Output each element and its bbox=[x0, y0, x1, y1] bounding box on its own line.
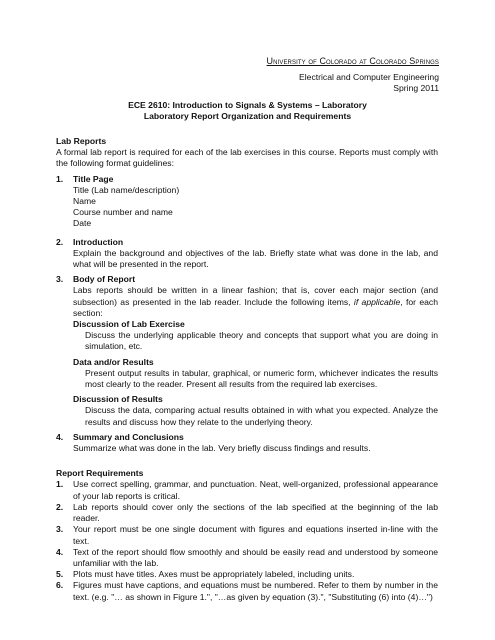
subsection-data-results bbox=[73, 357, 438, 391]
list-number: 4. bbox=[56, 431, 64, 442]
item-title: Summary and Conclusions bbox=[73, 431, 184, 442]
requirement-text: Lab reports should cover only the sections of the lab specified at the beginning of the lab reader. bbox=[73, 501, 438, 524]
term: Spring 2011 bbox=[393, 83, 439, 93]
document-title: ECE 2610: Introduction to Signals & Systems – Laboratory bbox=[128, 100, 367, 110]
requirement-text: Figures must have captions, and equations must be numbered. Refer to them by number in the text. (e.g. "… as shown in Figure 1.", "…as given by equation (3).", "Substituting (6) into (4)…") bbox=[73, 580, 438, 602]
list-item-title-page bbox=[56, 174, 438, 230]
item-title: Title Page bbox=[73, 173, 114, 184]
emphasis-text: if applicable bbox=[353, 296, 401, 307]
title-page-line: Name bbox=[73, 196, 96, 207]
format-guidelines-list bbox=[56, 174, 438, 455]
list-number: 3. bbox=[56, 524, 64, 535]
list-number: 2. bbox=[56, 501, 64, 512]
item-text: Labs reports should be written in a linear fashion; that is, cover each major section (and subsection) as presented in the lab reader. Include the following items, if applicable, for each section: bbox=[73, 285, 438, 318]
requirement-text: Your report must be one single document with figures and equations inserted in-line with the text. bbox=[73, 524, 438, 546]
list-number: 2. bbox=[56, 236, 64, 247]
requirement-text: Plots must have titles. Axes must be appropriately labeled, including units. bbox=[73, 569, 355, 580]
title-page-line: Title (Lab name/description) bbox=[73, 184, 180, 195]
requirement-item bbox=[56, 502, 438, 524]
list-item-summary bbox=[56, 432, 438, 454]
item-title: Introduction bbox=[73, 236, 124, 247]
department-name: Electrical and Computer Engineering bbox=[299, 72, 439, 82]
requirements-list bbox=[56, 479, 438, 602]
requirement-item bbox=[56, 547, 438, 569]
subsection-title: Discussion of Lab Exercise bbox=[73, 319, 185, 330]
subsection-text: Discuss the data, comparing actual results obtained in with what you expected. Analyze the results and discuss how they relate to the underlying theory. bbox=[85, 405, 438, 427]
title-page-line: Course number and name bbox=[73, 207, 173, 218]
list-number: 1. bbox=[56, 479, 64, 490]
requirement-text: Use correct spelling, grammar, and punctuation. Neat, well-organized, professional appearance of your lab reports is critical. bbox=[73, 479, 438, 501]
requirement-item bbox=[56, 569, 438, 580]
requirement-item bbox=[56, 479, 438, 501]
requirement-item bbox=[56, 524, 438, 546]
subsection-discussion-of-results bbox=[73, 394, 438, 428]
list-item-introduction bbox=[56, 237, 438, 271]
list-number: 5. bbox=[56, 569, 64, 580]
lab-reports-heading: Lab Reports bbox=[56, 136, 107, 146]
lab-reports-intro: A formal lab report is required for each of the lab exercises in this course. Reports must comply with the following format guidelines: bbox=[56, 147, 438, 169]
subsection-text: Discuss the underlying applicable theory and concepts that support what you are doing in simulation, etc. bbox=[85, 330, 438, 352]
list-number: 4. bbox=[56, 546, 64, 557]
list-number: 3. bbox=[56, 274, 64, 285]
subsection-discussion-of-lab-exercise bbox=[73, 319, 438, 353]
subsection-title: Discussion of Results bbox=[73, 394, 163, 405]
report-requirements-heading: Report Requirements bbox=[56, 468, 144, 479]
title-page-line: Date bbox=[73, 218, 92, 229]
item-text: Summarize what was done in the lab. Very briefly discuss findings and results. bbox=[73, 443, 371, 454]
requirement-text: Text of the report should flow smoothly and should be easily read and understood by someone unfamiliar with the lab. bbox=[73, 546, 438, 568]
item-text: Explain the background and objectives of the lab. Briefly state what was done in the lab, and what will be presented in the report. bbox=[73, 247, 438, 270]
subsection-text: Present output results in tabular, graphical, or numeric form, whichever indicates the results most clearly to the reader. Present all results from the required lab exercises. bbox=[85, 367, 438, 390]
list-number: 6. bbox=[56, 580, 64, 591]
subsection-title: Data and/or Results bbox=[73, 356, 154, 367]
requirement-item bbox=[56, 580, 438, 602]
document-body bbox=[56, 136, 438, 603]
item-title: Body of Report bbox=[73, 274, 136, 285]
list-number: 1. bbox=[56, 173, 64, 184]
university-name: University of Colorado at Colorado Springs bbox=[266, 56, 439, 66]
document-subtitle: Laboratory Report Organization and Requirements bbox=[143, 111, 352, 121]
list-item-body-of-report bbox=[56, 274, 438, 428]
